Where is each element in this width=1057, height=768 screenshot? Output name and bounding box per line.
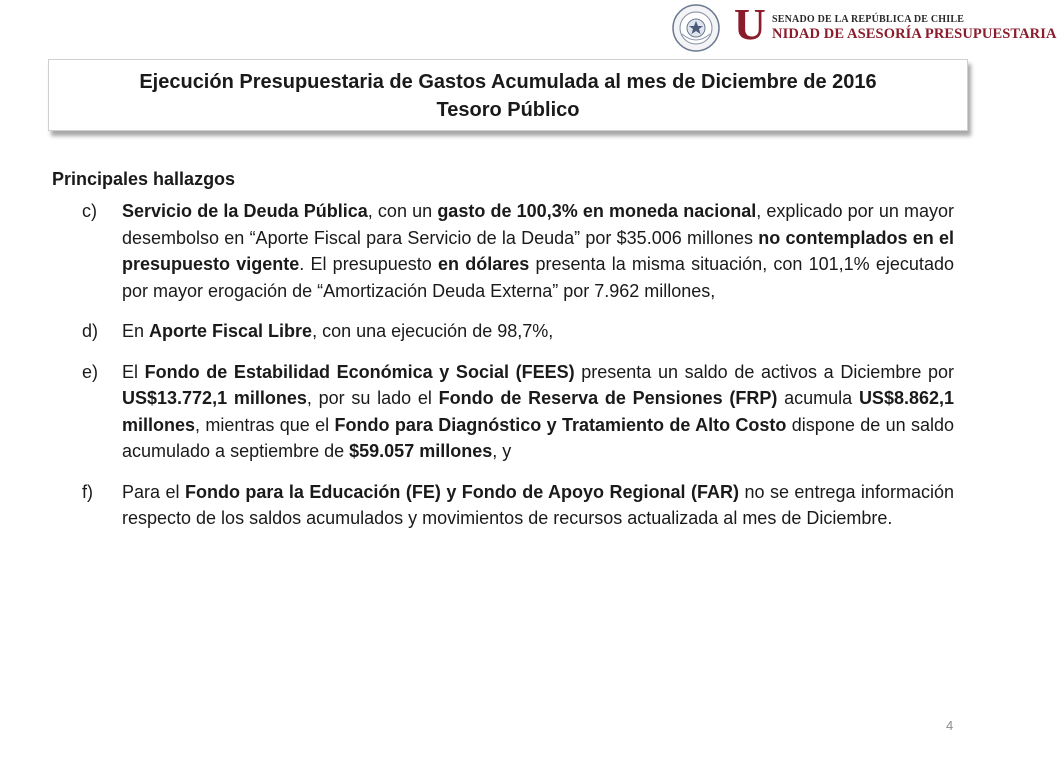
findings-list [52,198,954,532]
body-text: , mientras que el [195,414,335,435]
slide-title-box [48,59,968,131]
page-number: 4 [946,718,954,733]
body-text: no se entrega información respecto de los saldos acumulados y movimientos de recursos actualizada al mes de Diciembre. [122,481,954,528]
slide-title: Ejecución Presupuestaria de Gastos Acumulada al mes de Diciembre de 2016 [139,71,877,93]
logo-senate-text: SENADO DE LA REPÚBLICA DE CHILE [772,14,965,25]
section-heading: Principales hallazgos [52,169,236,189]
body-text: dispone de un saldo acumulado a septiembre de [122,414,955,461]
body-text: En [122,321,150,341]
body-text: Para el [122,481,185,502]
body-text: , con una ejecución de 98,7%, [312,321,554,341]
emphasis-text: Fondo de Estabilidad Económica y Social (FEES) [144,361,575,382]
list-item [52,198,954,304]
slide-subtitle: Tesoro Público [436,99,580,121]
header-logo [672,0,1057,52]
emphasis-text: en dólares [437,254,530,274]
list-item [52,359,954,465]
list-item-text [122,479,954,532]
emphasis-text: $59.057 millones [349,441,493,461]
emphasis-text: Fondo de Reserva de Pensiones (FRP) [438,388,778,408]
list-item-label: c) [82,201,97,221]
body-text: . El presupuesto [299,254,438,274]
list-item [52,479,954,532]
body-text: , por su lado el [306,388,439,408]
body-text: acumula [777,388,859,408]
body-text: presenta la misma situación, con 101,1% ejecutado por mayor erogación de “Amortización Deuda Externa” por 7.962 millones, [122,254,954,301]
list-item [52,318,954,345]
logo-unit-text: NIDAD DE ASESORÍA PRESUPUESTARIA [772,26,1057,42]
body-text: , explicado por un mayor desembolso en “Aporte Fiscal para Servicio de la Deuda” por $35.006 millones [122,201,955,248]
body-text: presenta un saldo de activos a Diciembre por [574,361,954,382]
body-text: , con un [367,201,438,221]
emphasis-text: gasto de 100,3% en moneda nacional [437,201,757,221]
emphasis-text: US$13.772,1 millones [122,388,307,408]
emphasis-text: Servicio de la Deuda Pública [122,201,368,221]
body-text: El [122,361,145,382]
emphasis-text: Fondo para Diagnóstico y Tratamiento de Alto Costo [334,414,787,435]
list-item-text [122,359,954,465]
emphasis-text: Aporte Fiscal Libre [149,321,313,341]
emphasis-text: no contemplados en el presupuesto vigente [122,227,955,274]
list-item-label: d) [82,321,99,341]
body-text: , y [492,441,512,461]
emphasis-text: Fondo para la Educación (FE) y Fondo de Apoyo Regional (FAR) [184,481,739,502]
list-item-text [122,318,954,345]
list-item-text [122,198,954,304]
list-item-label: f) [82,481,93,502]
slide-content [52,166,954,546]
senate-seal-icon [672,4,720,52]
logo-initial: U [734,0,766,49]
emphasis-text: US$8.862,1 millones [122,388,955,435]
list-item-label: e) [82,361,99,382]
